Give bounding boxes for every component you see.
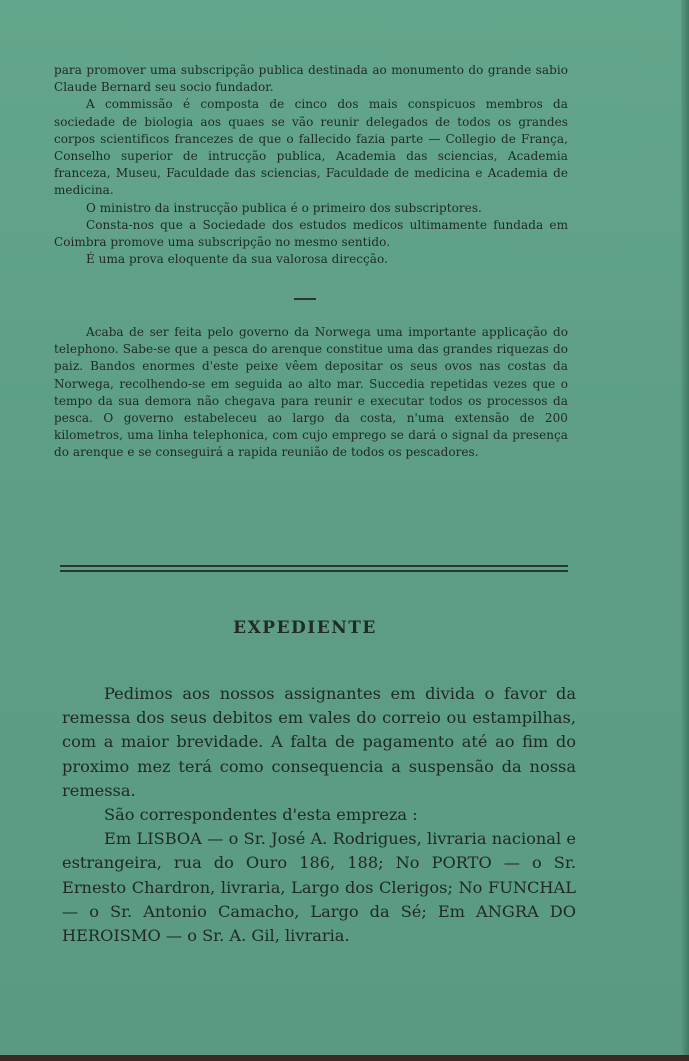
body-column (54, 62, 568, 462)
paper-edge-right (681, 0, 689, 1061)
paragraph: São correspondentes d'esta empreza : (104, 805, 418, 825)
paragraph: Em LISBOA — o Sr. José A. Rodrigues, livraria nacional e estrangeira, rua do Ouro 186, 188; No PORTO — o Sr. Ernesto Chardron, livraria, Largo dos Clerigos; No FUNCHAL — o Sr. Antonio Camacho, Largo da Sé; Em ANGRA DO HEROISMO — o Sr. A. Gil, livraria. (62, 829, 576, 946)
paragraph: Pedimos aos nossos assignantes em divida o favor da remessa dos seus debitos em vales do correio ou estampilhas, com a maior brevidade. A falta de pagamento até ao fim do proximo mez terá como consequencia a suspensão da nossa remessa. (62, 684, 576, 800)
expediente-block (62, 682, 576, 948)
paragraph: para promover uma subscripção publica destinada ao monumento do grande sabio Claude Bernard seu socio fundador. (54, 63, 568, 95)
paragraph: É uma prova eloquente da sua valorosa direcção. (86, 252, 388, 267)
double-rule-divider (60, 565, 568, 572)
paragraph: Acaba de ser feita pelo governo da Norwega uma importante applicação do telephono. Sabe-se que a pesca do arenque constitue uma das grandes riquezas do paiz. Bandos enormes d'este peixe vêem depositar os seus ovos nas costas da Norwega, recolhendo-se em seguida ao alto mar. Succedia repetidas vezes que o tempo da sua demora não chegava para reunir e executar todos os processos da pesca. O governo estabeleceu ao largo da costa, n'uma extensão de 200 kilometros, uma linha telephonica, com cujo emprego se dará o signal da presença do arenque e se conseguirá a rapida reunião de todos os pescadores. (54, 324, 568, 460)
paragraph: A commissão é composta de cinco dos mais conspicuos membros da sociedade de biologia aos quaes se vão reunir delegados de todos os grandes corpos scientificos francezes de que o fallecido fazia parte — Collegio de França, Conselho superior de intrucção publica, Academia das sciencias, Academia franceza, Museu, Faculdade das sciencias, Faculdade de medicina e Academia de medicina. (54, 97, 568, 198)
section-divider (294, 298, 316, 300)
paper-edge-bottom (0, 1055, 689, 1061)
section-heading: EXPEDIENTE (233, 618, 377, 638)
paragraph: Consta-nos que a Sociedade dos estudos medicos ultimamente fundada em Coimbra promove uma subscripção no mesmo sentido. (54, 217, 568, 250)
paragraph: O ministro da instrucção publica é o primeiro dos subscriptores. (86, 200, 482, 215)
